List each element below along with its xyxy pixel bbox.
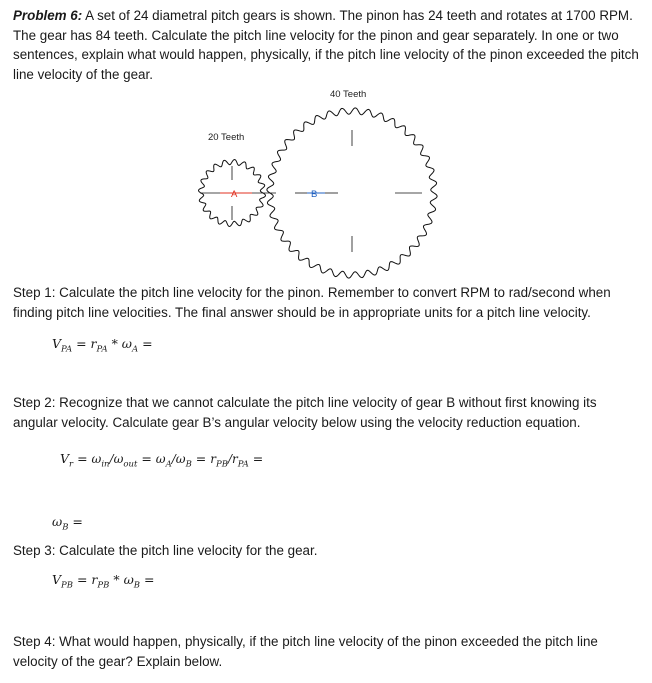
step2-equation: $V_r = \omega_{in}/\omega_{out} = \omega_A/\omega_B = r_{PB}/r_{PA}$ = bbox=[60, 451, 264, 470]
step2-text: Step 2: Recognize that we cannot calculate the pitch line velocity of gear B without first knowing its angular velocity. Calculate gear B’s angular velocity below using the velocity reduction equation. bbox=[13, 395, 597, 430]
step3-equation: $V_{PB} = r_{PB} * \omega_B$ = bbox=[52, 572, 155, 591]
problem-statement bbox=[13, 6, 641, 84]
point-b-label: B bbox=[311, 189, 318, 200]
step4-text: Step 4: What would happen, physically, if the pitch line velocity of the pinon exceeded the pitch line velocity of the gear? Explain below. bbox=[13, 634, 598, 669]
omega-b-equation: $\omega_B$ = bbox=[52, 514, 83, 533]
gear-figure bbox=[190, 86, 450, 282]
point-b-marker bbox=[307, 189, 325, 200]
step1-text: Step 1: Calculate the pitch line velocity for the pinon. Remember to convert RPM to rad/second when finding pitch line velocities. The final answer should be in appropriate units for a pitch line velocity. bbox=[13, 285, 611, 320]
step1-equation: $V_{PA} = r_{PA} * \omega_A$ = bbox=[52, 336, 153, 355]
point-a-marker bbox=[220, 189, 252, 200]
step3-text: Step 3: Calculate the pitch line velocity for the gear. bbox=[13, 543, 318, 558]
small-gear-label: 20 Teeth bbox=[208, 132, 245, 143]
problem-label: Problem 6: bbox=[13, 8, 83, 23]
large-gear-label: 40 Teeth bbox=[330, 89, 367, 100]
point-a-label: A bbox=[231, 189, 238, 200]
problem-text: A set of 24 diametral pitch gears is shown. The pinon has 24 teeth and rotates at 1700 RPM. The gear has 84 teeth. Calculate the pitch line velocity for the pinon and gear separately. In one or two sentences, explain what would happen, physically, if the pitch line velocity of the pinon exceeded the pitch line velocity of the gear. bbox=[13, 8, 639, 82]
